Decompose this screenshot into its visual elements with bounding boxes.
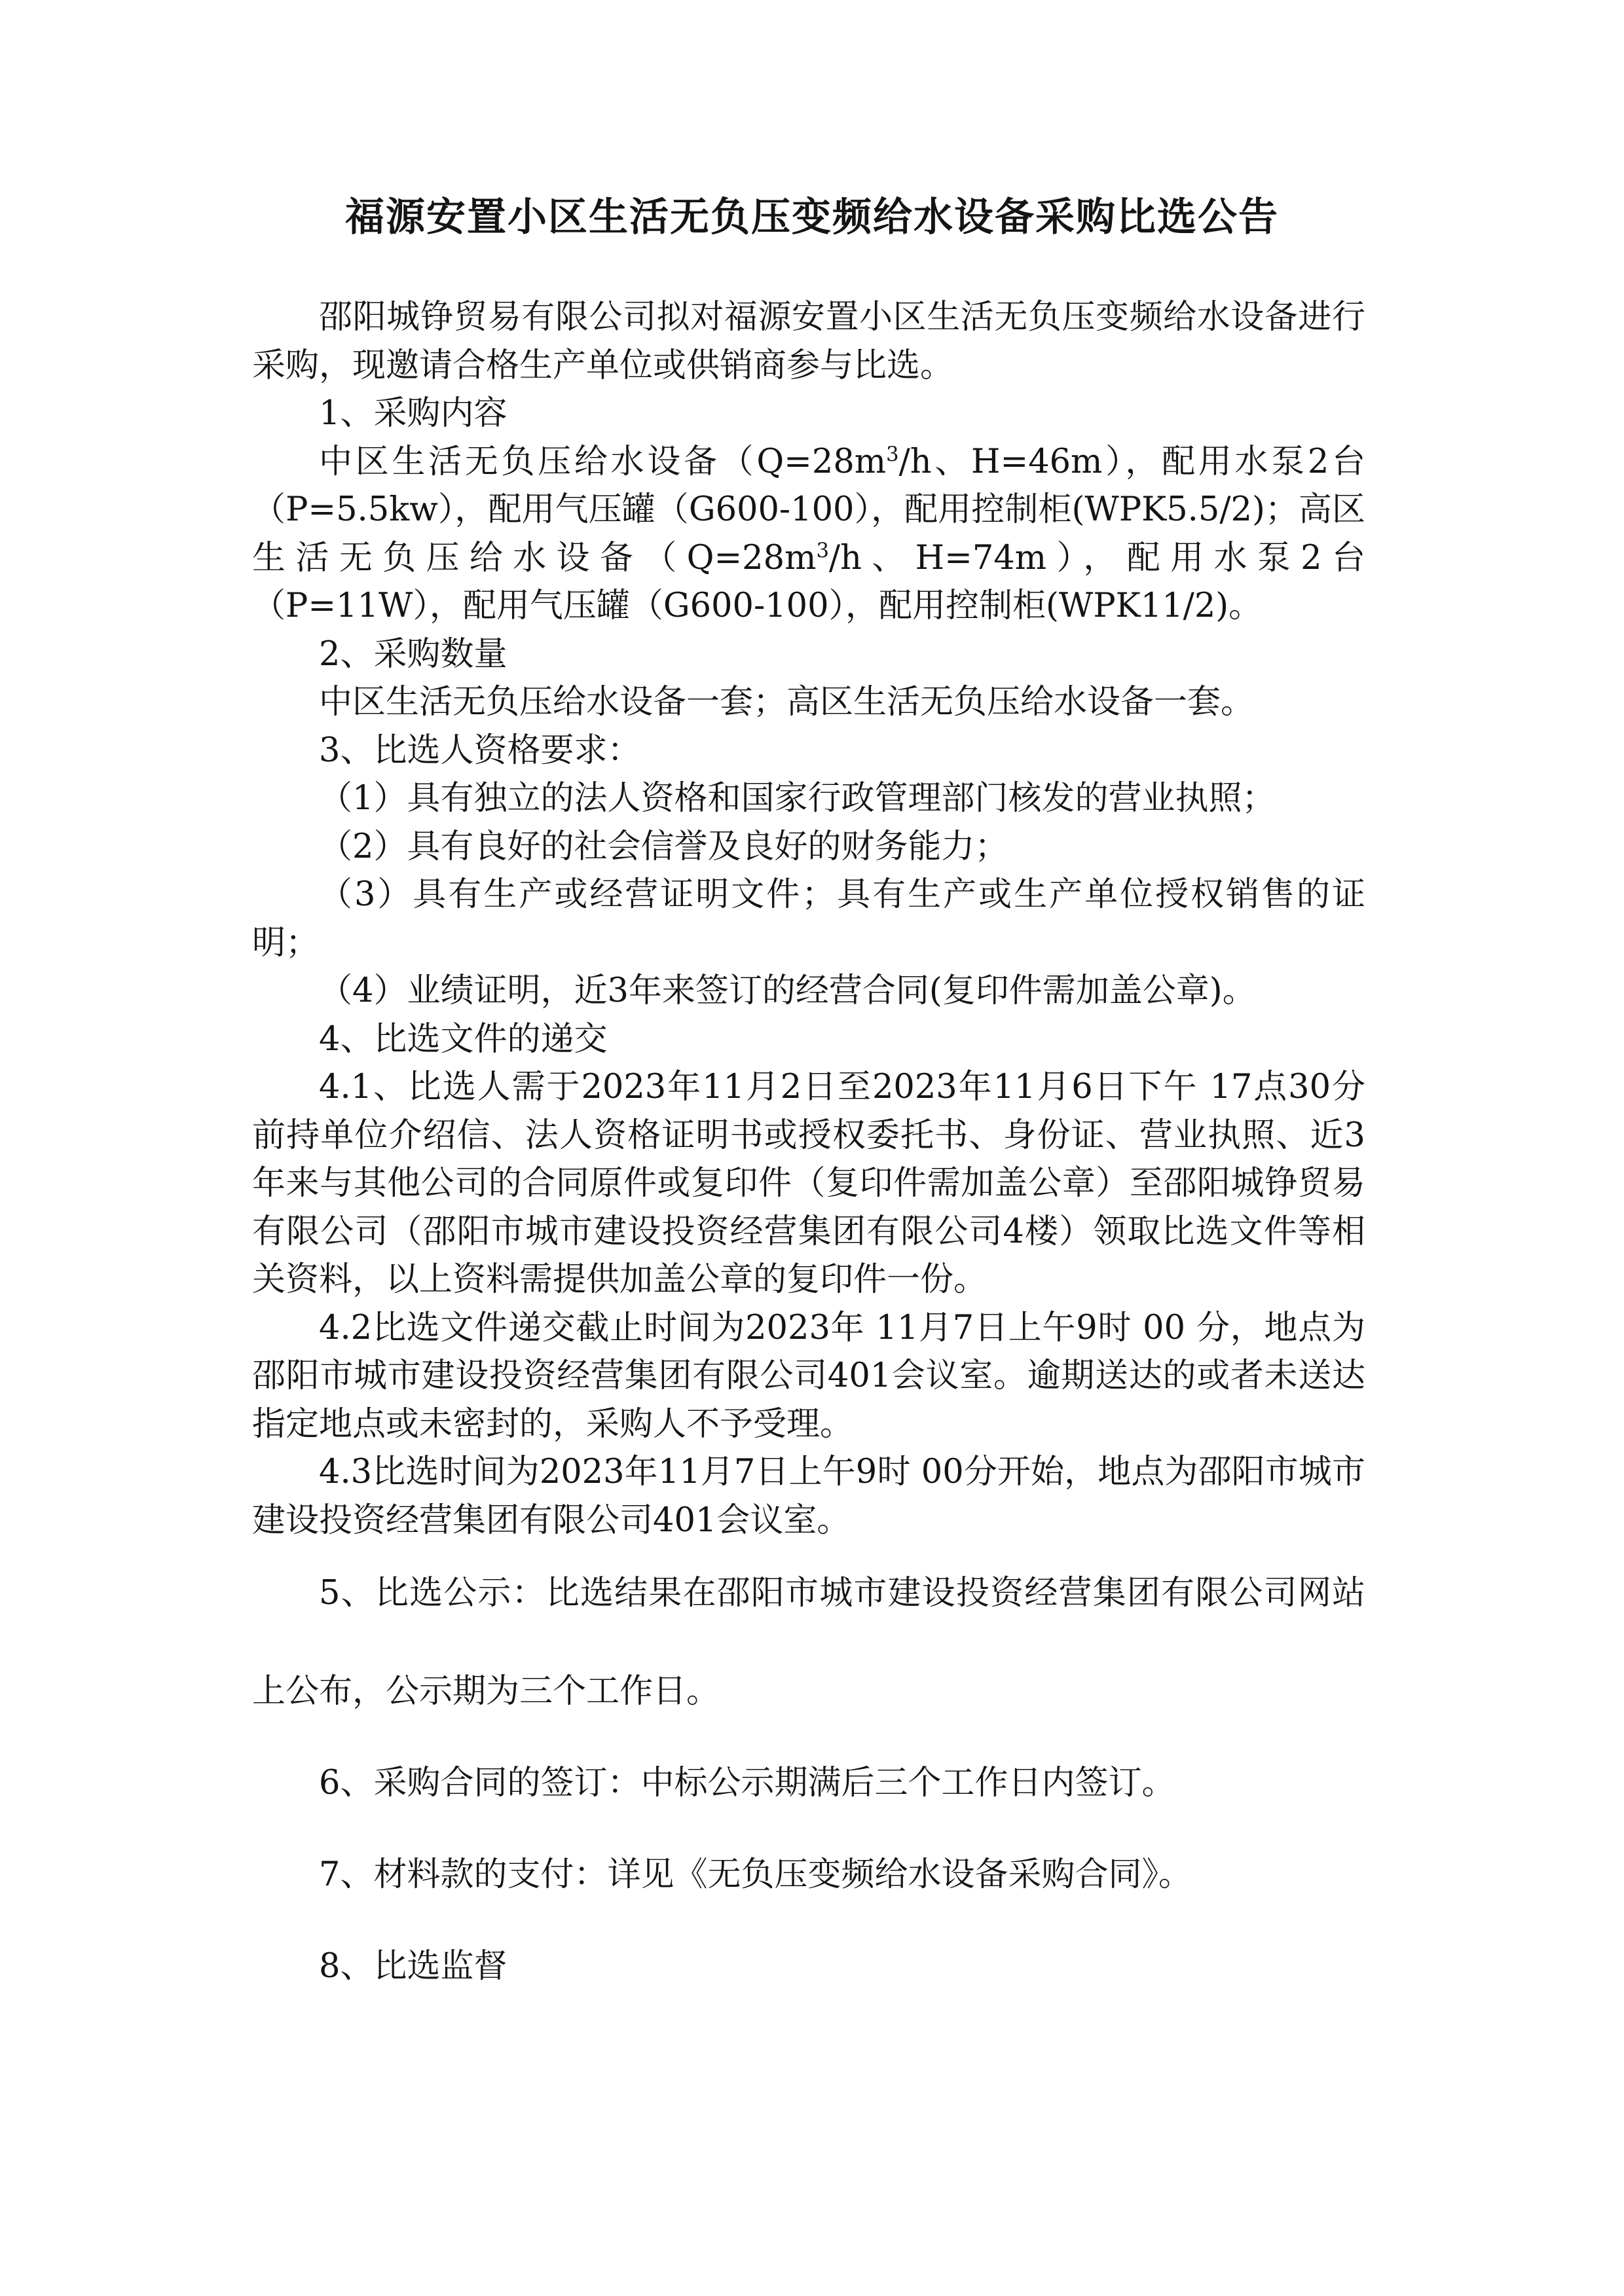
section-1-content: [252, 438, 1365, 630]
section-8: 8、比选监督: [319, 1947, 507, 1986]
section-3-item-2: （2）具有良好的社会信誉及良好的财务能力；: [319, 827, 1008, 866]
section-3-item-4: （4）业绩证明，近3年来签订的经营合同(复印件需加盖公章)。: [319, 972, 1256, 1010]
section-6: 6、采购合同的签订：中标公示期满后三个工作日内签订。: [319, 1764, 1175, 1802]
section-1-text-c: /h、H=74m），配用水泵2台（P=11W），配用气压罐（G600-100），配用控制柜(WPK11/2)。: [252, 538, 1365, 625]
section-2-content: 中区生活无负压给水设备一套；高区生活无负压给水设备一套。: [319, 683, 1255, 721]
superscript-a: 3: [886, 443, 899, 466]
section-3-item-3: （3）具有生产或经营证明文件；具有生产或生产单位授权销售的证明；: [252, 875, 1365, 962]
section-4-heading: 4、比选文件的递交: [319, 1019, 608, 1059]
document-title: 福源安置小区生活无负压变频给水设备采购比选公告: [345, 194, 1279, 240]
section-2-heading: 2、采购数量: [319, 634, 507, 674]
section-4-3: 4.3比选时间为2023年11月7日上午9时 00分开始，地点为邵阳市城市建设投资经营集团有限公司401会议室。: [252, 1453, 1365, 1540]
section-3-item-1: （1）具有独立的法人资格和国家行政管理部门核发的营业执照；: [319, 779, 1276, 818]
section-1-text-a: 中区生活无负压给水设备（Q=28m: [319, 442, 887, 481]
section-4-2: 4.2比选文件递交截止时间为2023年 11月7日上午9时 00 分，地点为邵阳市城市建设投资经营集团有限公司401会议室。逾期送达的或者未送达指定地点或未密封的，采购人不予受理。: [252, 1308, 1365, 1444]
intro-paragraph: 邵阳城铮贸易有限公司拟对福源安置小区生活无负压变频给水设备进行采购，现邀请合格生产单位或供销商参与比选。: [252, 298, 1365, 385]
document-body: [252, 293, 1365, 2016]
section-4-1: 4.1、比选人需于2023年11月2日至2023年11月6日下午 17点30分前持单位介绍信、法人资格证明书或授权委托书、身份证、营业执照、近3年来与其他公司的合同原件或复印件（复印件需加盖公章）至邵阳城铮贸易有限公司（邵阳市城市建设投资经营集团有限公司4楼）领取比选文件等相关资料，以上资料需提供加盖公章的复印件一份。: [252, 1068, 1365, 1299]
section-7: 7、材料款的支付：详见《无负压变频给水设备采购合同》。: [319, 1855, 1192, 1894]
superscript-b: 3: [816, 539, 829, 562]
section-3-heading: 3、比选人资格要求：: [319, 731, 641, 770]
section-1-heading: 1、采购内容: [319, 394, 507, 433]
section-1-text-b: /h、H=46m），配用水泵2台（P=5.5kw），配用气压罐（G600-100），配用控制柜(WPK5.5/2)；高区生活无负压给水设备（Q=28m: [252, 442, 1365, 577]
section-5: 5、比选公示：比选结果在邵阳市城市建设投资经营集团有限公司网站上公布，公示期为三个工作日。: [252, 1574, 1365, 1711]
